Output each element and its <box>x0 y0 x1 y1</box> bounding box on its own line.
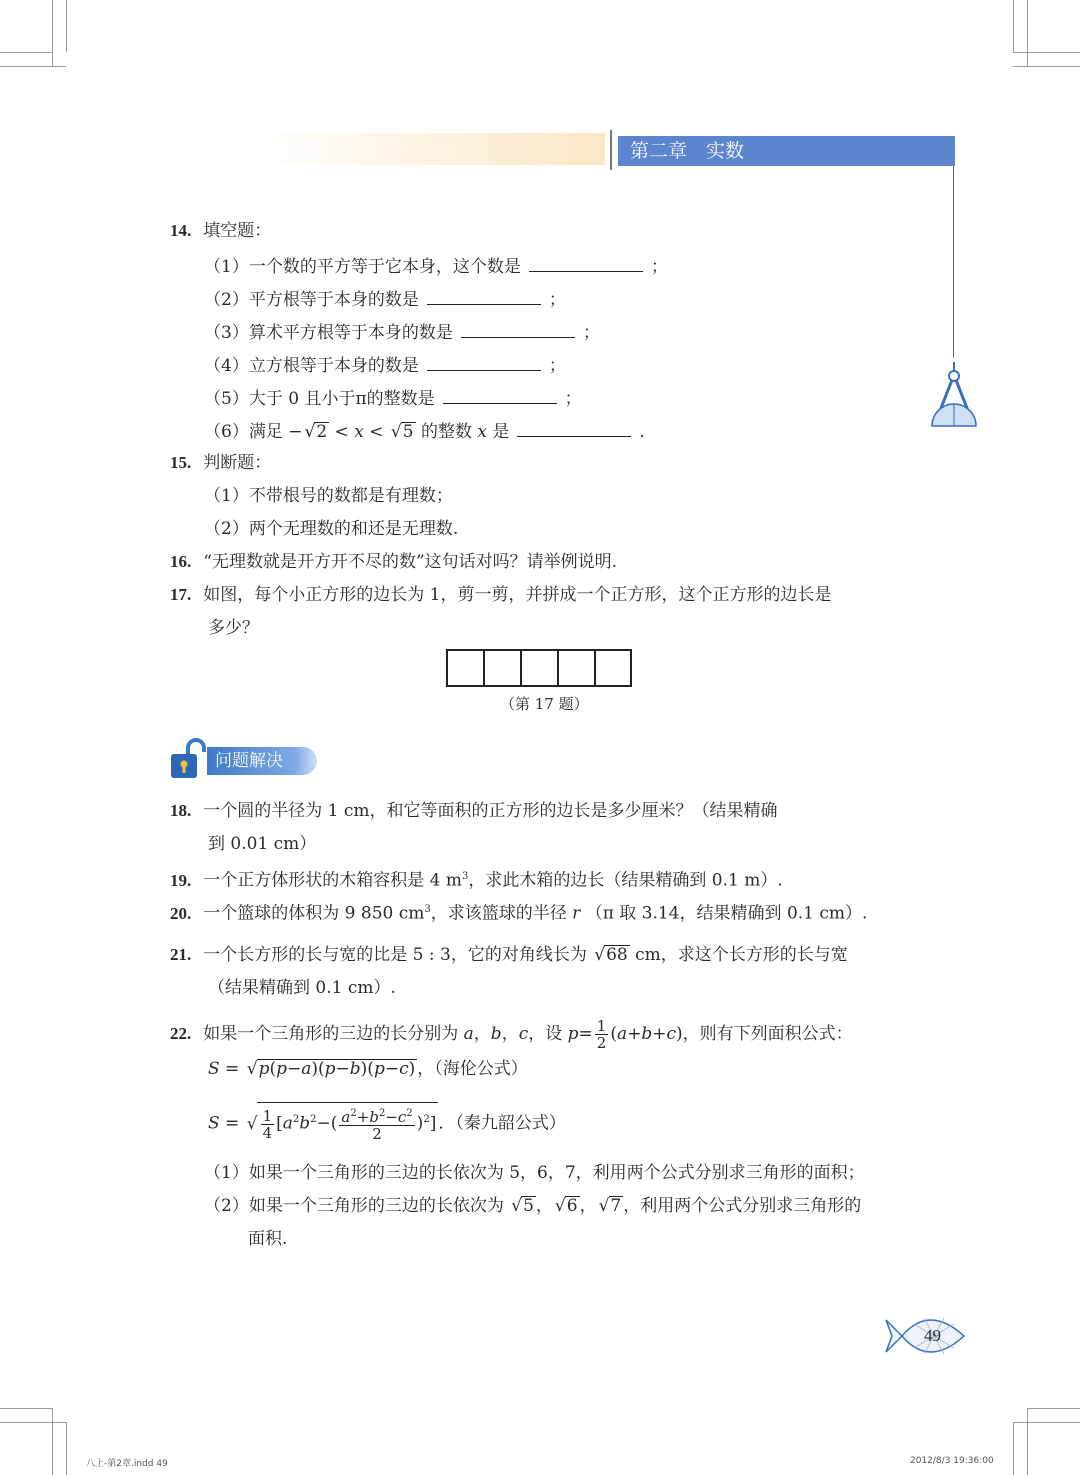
heron-formula: S = √ p(p−a)(p−b)(p−c) ，（海伦公式） <box>208 1058 528 1080</box>
q22-sub-2: （2）如果一个三角形的三边的长依次为 √ 5 ，√ 6 ，√ 7 ，利用两个公式分别求三角形的 <box>204 1195 861 1217</box>
q14-item-5: （5）大于 0 且小于π的整数是 ； <box>204 385 582 410</box>
chapter-title: 第二章 实数 <box>618 136 955 166</box>
q14-item-3: （3）算术平方根等于本身的数是 ； <box>204 319 600 344</box>
q17-line-2: 多少？ <box>208 618 259 638</box>
answer-blank[interactable] <box>427 352 541 371</box>
answer-blank[interactable] <box>529 253 643 272</box>
q22-line-1: 22. 如果一个三角形的三边的长分别为 a，b，c，设 p= $\frac{1}{2}$ (a+b+c)，则有下列面积公式： <box>170 1017 853 1052</box>
q20: 20. 一个篮球的体积为 9 850 $cm^3$，求该篮球的半径 r （π 取 3.14，结果精确到 0.1 cm）. <box>170 903 868 924</box>
page-number: 49 <box>924 1326 941 1345</box>
unit-square <box>446 649 484 687</box>
answer-blank[interactable] <box>461 319 575 338</box>
q21-line-2: （结果精确到 0.1 cm）. <box>208 978 396 998</box>
header-divider <box>610 130 612 170</box>
answer-blank[interactable] <box>517 418 631 437</box>
answer-blank[interactable] <box>427 286 541 305</box>
q15-item-2: （2）两个无理数的和还是无理数. <box>204 519 459 539</box>
unit-square <box>595 649 632 687</box>
compass-icon <box>928 362 980 432</box>
q21-line-1: 21. 一个长方形的长与宽的比是 5 : 3，它的对角线长为 √ 68 cm，求这个长方形的长与宽 <box>170 944 848 966</box>
footer-file: 八上-第2章.indd 49 <box>86 1459 168 1469</box>
q14-item-4: （4）立方根等于本身的数是 ； <box>204 352 566 377</box>
q18-line-2: 到 0.01 cm） <box>208 834 317 854</box>
header-band <box>250 133 605 165</box>
q14-item-6: （6）满足 −√ 2 < x < √ 5 的整数 x 是 . <box>204 418 645 443</box>
q15-title: 15. 判断题： <box>170 453 272 473</box>
math-inequality: −√ 2 < x < √ 5 <box>288 422 421 442</box>
q14-title: 14. 填空题： <box>170 221 272 241</box>
answer-blank[interactable] <box>443 385 557 404</box>
q15-item-1: （1）不带根号的数都是有理数； <box>204 486 453 506</box>
q14-item-1: （1）一个数的平方等于它本身，这个数是 ； <box>204 253 668 278</box>
five-squares-figure <box>446 649 632 685</box>
margin-rule <box>953 166 954 358</box>
qin-formula: S = √ $\frac{1}{4}$ [$a^2b^2-$( $\frac{a^2+b^2-c^2}{2}$ )$^2$] ．（秦九韶公式） <box>208 1102 566 1142</box>
footer-timestamp: 2012/8/3 19:36:00 <box>910 1456 994 1466</box>
section-title: 问题解决 <box>207 747 317 775</box>
lock-icon <box>168 738 210 780</box>
unit-square <box>521 649 558 687</box>
unit-square <box>558 649 595 687</box>
q22-sub-2-line-2: 面积. <box>248 1229 288 1249</box>
q16: 16. “无理数就是开方开不尽的数”这句话对吗？请举例说明. <box>170 552 618 572</box>
figure-caption: （第 17 题） <box>500 695 589 713</box>
q14-item-2: （2）平方根等于本身的数是 ； <box>204 286 566 311</box>
q19: 19. 一个正方体形状的木箱容积是 4 $m^3$，求此木箱的边长（结果精确到 0.1 m）. <box>170 870 783 891</box>
q17-line-1: 17. 如图，每个小正方形的边长为 1，剪一剪，并拼成一个正方形，这个正方形的边长是 <box>170 585 832 605</box>
q22-sub-1: （1）如果一个三角形的三边的长依次为 5，6，7，利用两个公式分别求三角形的面积； <box>204 1163 865 1183</box>
unit-square <box>484 649 521 687</box>
q18-line-1: 18. 一个圆的半径为 1 cm，和它等面积的正方形的边长是多少厘米？（结果精确 <box>170 801 778 821</box>
